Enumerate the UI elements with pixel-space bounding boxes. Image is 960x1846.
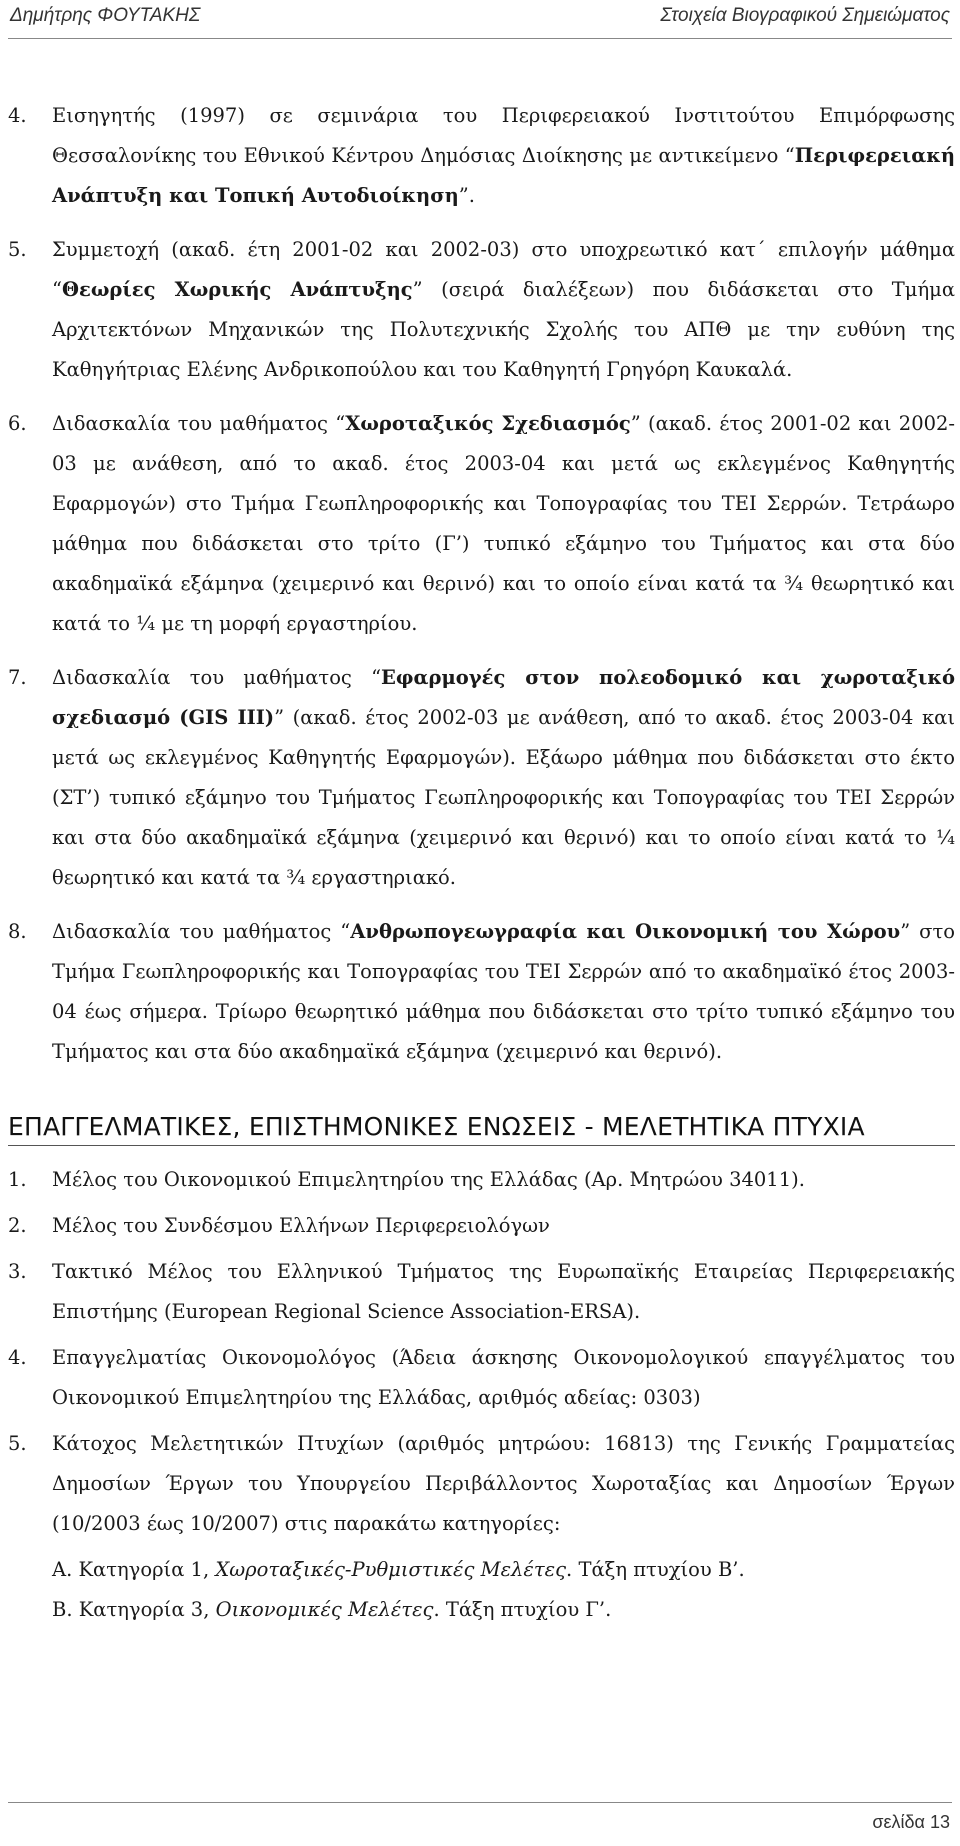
item-text: Διδασκαλία του μαθήματος “	[52, 412, 346, 435]
item-emphasis: Χωροταξικός Σχεδιασμός	[345, 412, 631, 435]
page-header	[0, 0, 960, 36]
item-number: 4.	[8, 1346, 27, 1369]
category-prefix: Α. Κατηγορία 1,	[52, 1558, 216, 1581]
page-number: σελίδα 13	[872, 1812, 950, 1832]
category-name: Οικονομικές Μελέτες	[215, 1598, 434, 1621]
item-text: Κάτοχος Μελετητικών Πτυχίων (αριθμός μητρώου: 16813) της Γενικής Γραμματείας Δημοσίων Έργων του Υπουργείου Περιβάλλοντος Χωροταξίας και Δημοσίων Έργων (10/2003 έως 10/2007) στις παρακάτω κατηγορίες:	[52, 1432, 955, 1535]
list-item	[8, 1424, 955, 1544]
item-text: ” στο Τμήμα Γεωπληροφορικής και Τοπογραφίας του ΤΕΙ Σερρών από το ακαδημαϊκό έτος 2003-04 έως σήμερα. Τρίωρο θεωρητικό μάθημα που διδάσκεται στο τρίτο τυπικό εξάμηνο του Τμήματος και στα δύο ακαδημαϊκά εξάμηνα (χειμερινό και θερινό).	[52, 920, 955, 1063]
item-text: ”.	[458, 184, 475, 207]
item-emphasis: Εφαρμογές στον πολεοδομικό και χωροταξικό σχεδιασμό (GIS III)	[52, 666, 955, 729]
list-item	[8, 1160, 955, 1200]
category-name: Χωροταξικές-Ρυθμιστικές Μελέτες	[215, 1558, 567, 1581]
item-number: 5.	[8, 1432, 27, 1455]
category-line	[8, 1590, 955, 1630]
list-item	[8, 230, 955, 390]
item-text: Μέλος του Οικονομικού Επιμελητηρίου της Ελλάδας (Αρ. Μητρώου 34011).	[52, 1168, 805, 1191]
item-text: Διδασκαλία του μαθήματος “	[52, 920, 351, 943]
item-emphasis: Περιφερειακή Ανάπτυξη και Τοπική Αυτοδιοίκηση	[52, 144, 955, 207]
list-item	[8, 1206, 955, 1246]
item-text: ” (σειρά διαλέξεων) που διδάσκεται στο Τμήμα Αρχιτεκτόνων Μηχανικών της Πολυτεχνικής Σχολής του ΑΠΘ με την ευθύνη της Καθηγήτριας Ελένης Ανδρικοπούλου και του Καθηγητή Γρηγόρη Καυκαλά.	[52, 278, 955, 381]
item-text: Επαγγελματίας Οικονομολόγος (Άδεια άσκησης Οικονομολογικού επαγγέλματος του Οικονομικού Επιμελητηρίου της Ελλάδας, αριθμός αδείας: 0303)	[52, 1346, 955, 1409]
category-suffix: . Τάξη πτυχίου Β’.	[566, 1558, 745, 1581]
item-text: ” (ακαδ. έτος 2001-02 και 2002-03 με ανάθεση, από το ακαδ. έτος 2003-04 και μετά ως εκλεγμένος Καθηγητής Εφαρμογών) στο Τμήμα Γεωπληροφορικής και Τοπογραφίας του ΤΕΙ Σερρών. Τετράωρο μάθημα που διδάσκεται στο τρίτο (Γ’) τυπικό εξάμηνο του Τμήματος και στα δύο ακαδημαϊκά εξάμηνα (χειμερινό και θερινό) και το οποίο είναι κατά τα ¾ θεωρητικό και κατά το ¼ με τη μορφή εργαστηρίου.	[52, 412, 955, 635]
item-text: Διδασκαλία του μαθήματος “	[52, 666, 382, 689]
item-number: 4.	[8, 104, 27, 127]
item-number: 2.	[8, 1214, 27, 1237]
item-number: 1.	[8, 1168, 27, 1191]
list-item	[8, 658, 955, 898]
category-prefix: Β. Κατηγορία 3,	[52, 1598, 216, 1621]
item-text: Εισηγητής (1997) σε σεμινάρια του Περιφερειακού Ινστιτούτου Επιμόρφωσης Θεσσαλονίκης του Εθνικού Κέντρου Δημόσιας Διοίκησης με αντικείμενο “	[52, 104, 955, 167]
item-number: 6.	[8, 412, 27, 435]
list-item	[8, 1338, 955, 1418]
item-number: 3.	[8, 1260, 27, 1283]
item-text: Μέλος του Συνδέσμου Ελλήνων Περιφερειολόγων	[52, 1214, 550, 1237]
footer-divider	[8, 1802, 952, 1803]
list-item	[8, 404, 955, 644]
item-number: 5.	[8, 238, 27, 261]
page-content	[8, 96, 955, 1630]
header-divider	[8, 38, 952, 39]
list-item	[8, 96, 955, 216]
item-number: 8.	[8, 920, 27, 943]
header-document-title: Στοιχεία Βιογραφικού Σημειώματος	[660, 5, 950, 26]
item-text: Συμμετοχή (ακαδ. έτη 2001-02 και 2002-03) στο υποχρεωτικό κατ΄ επιλογήν μάθημα “	[52, 238, 955, 301]
header-author: Δημήτρης ΦΟΥΤΑΚΗΣ	[10, 5, 201, 26]
item-emphasis: Θεωρίες Χωρικής Ανάπτυξης	[61, 278, 413, 301]
item-text: Τακτικό Μέλος του Ελληνικού Τμήματος της Ευρωπαϊκής Εταιρείας Περιφερειακής Επιστήμης (European Regional Science Association-ERSA).	[52, 1260, 955, 1323]
category-line	[8, 1550, 955, 1590]
list-item	[8, 1252, 955, 1332]
list-item	[8, 912, 955, 1072]
item-text: ” (ακαδ. έτος 2002-03 με ανάθεση, από το ακαδ. έτος 2003-04 και μετά ως εκλεγμένος Καθηγητής Εφαρμογών). Εξάωρο μάθημα που διδάσκεται στο έκτο (ΣΤ’) τυπικό εξάμηνο του Τμήματος Γεωπληροφορικής και Τοπογραφίας του ΤΕΙ Σερρών και στα δύο ακαδημαϊκά εξάμηνα (χειμερινό και θερινό) και το οποίο είναι κατά το ¼ θεωρητικό και κατά τα ¾ εργαστηριακό.	[52, 706, 955, 889]
teaching-list	[8, 96, 955, 1072]
category-suffix: . Τάξη πτυχίου Γ’.	[433, 1598, 612, 1621]
memberships-list	[8, 1160, 955, 1630]
item-number: 7.	[8, 666, 27, 689]
section-heading: ΕΠΑΓΓΕΛΜΑΤΙΚΕΣ, ΕΠΙΣΤΗΜΟΝΙΚΕΣ ΕΝΩΣΕΙΣ - ΜΕΛΕΤΗΤΙΚΑ ΠΤΥΧΙΑ	[8, 1112, 955, 1146]
item-emphasis: Ανθρωπογεωγραφία και Οικονομική του Χώρου	[350, 920, 901, 943]
